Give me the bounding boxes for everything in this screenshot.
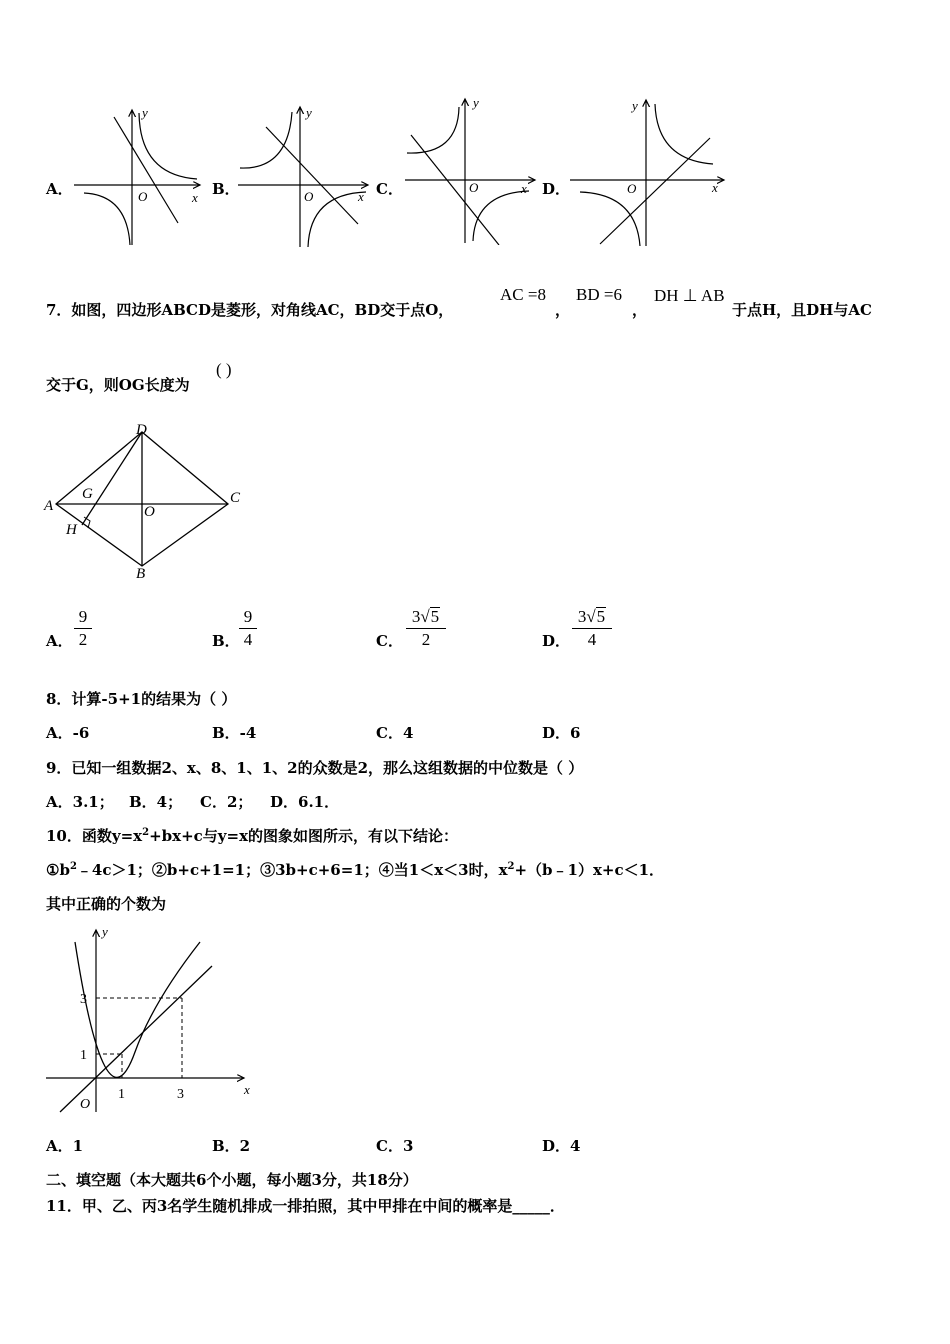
superscript: 2 bbox=[507, 861, 515, 872]
q6-graph-d bbox=[568, 96, 728, 246]
line-graph bbox=[114, 117, 178, 223]
q10-option-c: C．3 bbox=[376, 1137, 414, 1155]
origin-label: O bbox=[138, 189, 148, 204]
q6-option-a-label: A． bbox=[46, 180, 73, 198]
x-axis-label: x bbox=[244, 1082, 250, 1097]
x-axis-label: x bbox=[712, 180, 718, 195]
hyperbola-branch bbox=[407, 107, 459, 153]
q7-condition-dh-perp-ab: DH ⊥ AB bbox=[654, 286, 725, 305]
q8-option-b: B．-4 bbox=[212, 724, 257, 742]
q9-option-d: D．6.1． bbox=[270, 793, 340, 811]
q8-option-d: D．6 bbox=[542, 724, 581, 742]
q10-option-b: B．2 bbox=[212, 1137, 251, 1155]
q7-comma: ， bbox=[555, 301, 571, 319]
q6-option-d-label: D． bbox=[542, 180, 571, 198]
x-tick-label-3: 3 bbox=[177, 1087, 184, 1102]
line-graph bbox=[600, 138, 710, 244]
q7-stem-part1: 7．如图，四边形ABCD是菱形，对角线AC，BD交于点O， bbox=[46, 301, 454, 319]
y-axis-label: y bbox=[142, 105, 148, 120]
q9-option-c: C．2； bbox=[200, 793, 253, 811]
y-axis-label: y bbox=[473, 95, 479, 110]
q7-comma: ， bbox=[632, 301, 648, 319]
q6-option-c-label: C． bbox=[376, 180, 403, 198]
q11-stem: 11．甲、乙、丙3名学生随机排成一排拍照，其中甲排在中间的概率是_____． bbox=[46, 1197, 565, 1215]
superscript: 2 bbox=[142, 827, 150, 838]
radicand: 5 bbox=[430, 607, 440, 626]
point-label-g: G bbox=[82, 486, 93, 502]
q7-option-b-fraction bbox=[239, 606, 257, 651]
origin-label: O bbox=[80, 1097, 91, 1112]
x-tick-label-1: 1 bbox=[118, 1087, 125, 1102]
q10-conclusions bbox=[46, 859, 664, 880]
x-axis-label: x bbox=[358, 189, 364, 204]
denominator: 2 bbox=[421, 630, 431, 649]
q10-ask: 其中正确的个数为 bbox=[46, 895, 167, 913]
x-axis-label: x bbox=[192, 190, 198, 205]
q7-option-d-fraction bbox=[572, 606, 612, 651]
segment-dh bbox=[82, 432, 142, 525]
q7-condition-bd: BD =6 bbox=[576, 285, 622, 304]
parabola bbox=[75, 942, 200, 1077]
y-tick-label-1: 1 bbox=[80, 1048, 87, 1063]
vertex-label-a: A bbox=[44, 498, 54, 514]
q7-rhombus-figure bbox=[42, 420, 252, 585]
section-heading: 二、填空题（本大题共6个小题，每小题3分，共18分） bbox=[46, 1171, 418, 1189]
q10-option-d: D．4 bbox=[542, 1137, 581, 1155]
denominator: 2 bbox=[78, 630, 88, 649]
q9-option-a: A．3.1； bbox=[46, 793, 114, 811]
line-graph bbox=[411, 135, 499, 245]
stem-text: 10．函数y=x bbox=[46, 827, 143, 845]
q8-stem: 8．计算-5+1的结果为（ ） bbox=[46, 690, 237, 708]
q7-stem-line2: 交于G，则OG长度为 bbox=[46, 376, 190, 394]
hyperbola-branch bbox=[580, 192, 640, 246]
q10-stem bbox=[46, 825, 458, 846]
q6-graph-a bbox=[72, 105, 202, 250]
numerator: 9 bbox=[74, 606, 92, 629]
y-axis-label: y bbox=[632, 98, 638, 113]
q7-condition-ac: AC =8 bbox=[500, 285, 546, 304]
q10-option-a: A．1 bbox=[46, 1137, 84, 1155]
stem-text: +bx+c与y=x的图象如图所示，有以下结论： bbox=[149, 827, 459, 845]
q6-option-b-label: B． bbox=[212, 180, 240, 198]
hyperbola-branch bbox=[473, 191, 529, 241]
x-axis-label: x bbox=[521, 181, 527, 196]
origin-label: O bbox=[627, 181, 637, 196]
vertex-label-d: D bbox=[136, 422, 147, 438]
q6-graph-c bbox=[403, 95, 538, 245]
radicand: 5 bbox=[596, 607, 606, 626]
hyperbola-branch bbox=[240, 112, 292, 168]
q8-option-a: A．-6 bbox=[46, 724, 90, 742]
q7-option-a-fraction bbox=[74, 606, 92, 651]
coefficient: 3 bbox=[577, 607, 587, 626]
numerator: 3√5 bbox=[406, 606, 446, 629]
point-label-o: O bbox=[144, 504, 155, 520]
q9-option-b: B．4； bbox=[129, 793, 183, 811]
denominator: 4 bbox=[587, 630, 597, 649]
conclusion-text: ①b bbox=[46, 861, 70, 879]
superscript: 2 bbox=[69, 861, 77, 872]
coefficient: 3 bbox=[411, 607, 421, 626]
line-graph bbox=[266, 127, 358, 224]
hyperbola-branch bbox=[84, 193, 130, 245]
hyperbola-branch bbox=[655, 104, 713, 164]
origin-label: O bbox=[469, 180, 479, 195]
q7-stem-part2: 于点H，且DH与AC bbox=[732, 301, 872, 319]
q7-option-d-label: D． bbox=[542, 632, 571, 650]
point-label-h: H bbox=[66, 522, 77, 538]
q9-stem: 9．已知一组数据2、x、8、1、1、2的众数是2，那么这组数据的中位数是（ ） bbox=[46, 759, 584, 777]
y-axis-label: y bbox=[306, 105, 312, 120]
q7-option-c-fraction bbox=[406, 606, 446, 651]
q7-option-a-label: A． bbox=[46, 632, 73, 650]
q7-option-c-label: C． bbox=[376, 632, 403, 650]
q8-option-c: C．4 bbox=[376, 724, 414, 742]
hyperbola-branch bbox=[139, 113, 197, 179]
y-axis-label: y bbox=[102, 924, 108, 939]
numerator: 9 bbox=[239, 606, 257, 629]
vertex-label-c: C bbox=[230, 490, 241, 506]
y-tick-label-3: 3 bbox=[80, 992, 87, 1007]
q6-graph-b bbox=[236, 102, 371, 250]
conclusion-text: +（b﹣1）x+c＜1． bbox=[514, 861, 665, 879]
q10-graph bbox=[42, 922, 262, 1122]
q7-option-b-label: B． bbox=[212, 632, 240, 650]
answer-blank-parens: ( ) bbox=[216, 360, 232, 379]
denominator: 4 bbox=[243, 630, 253, 649]
conclusion-text: ﹣4c＞1；②b+c+1=1；③3b+c+6=1；④当1＜x＜3时，x bbox=[76, 861, 508, 879]
numerator: 3√5 bbox=[572, 606, 612, 629]
vertex-label-b: B bbox=[136, 566, 146, 582]
origin-label: O bbox=[304, 189, 314, 204]
